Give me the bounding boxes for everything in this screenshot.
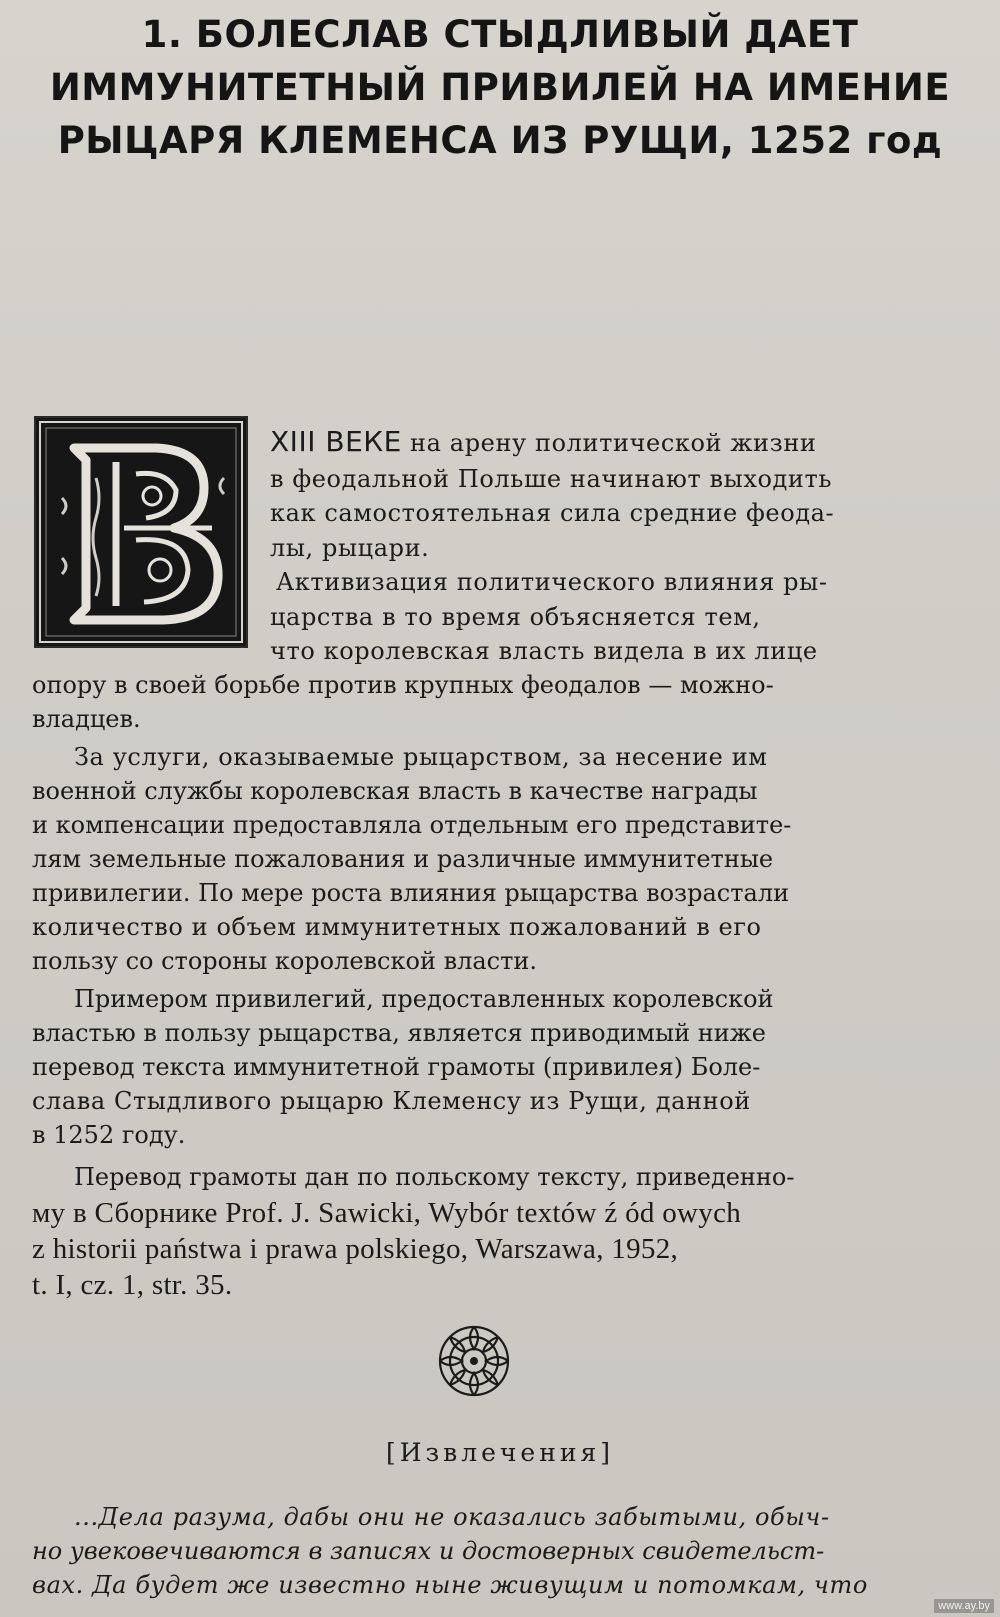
drop-cap-ornament [36,418,246,646]
drop-cap-letter-icon [36,418,246,646]
intro-line: лы, рыцари. [270,534,430,562]
paragraph-3-line: в 1252 году. [32,1121,186,1149]
paragraph-4-line: t. I, cz. 1, str. 35. [32,1269,233,1301]
rosette-ornament-icon [436,1323,512,1399]
intro-lead-words: XIII ВЕКЕ [270,425,402,458]
paragraph-2-line: привилегии. По мере роста влияния рыцарства возрастали [32,879,790,907]
heading-line-2: ИММУНИТЕТНЫЙ ПРИВИЛЕЙ НА ИМЕНИЕ [49,66,951,109]
intro-line: царства в то время объясняется тем, [270,603,761,631]
intro-line-1 [270,425,817,459]
paragraph-3-line: Примером привилегий, предоставленных королевской [74,985,774,1013]
heading-line-3: РЫЦАРЯ КЛЕМЕНСА ИЗ РУЩИ, 1252 год [57,119,943,162]
paragraph-2-line: лям земельные пожалования и различные иммунитетные [32,845,774,873]
intro-line: опору в своей борьбе против крупных феодалов — можно- [32,671,774,699]
quote-line: ...Дела разума, дабы они не оказались забытыми, обыч- [74,1503,830,1531]
quote-line: вах. Да будет же известно ныне живущим и потомкам, что [32,1571,868,1599]
paragraph-3-line: перевод текста иммунитетной грамоты (привилея) Боле- [32,1053,761,1081]
intro-line: что королевская власть видела в их лице [270,637,818,665]
chapter-heading [30,8,970,167]
paragraph-2-line: пользу со стороны королевской власти. [32,947,537,975]
paragraph-3-line: слава Стыдливого рыцарю Клеменсу из Рущи, данной [32,1087,751,1115]
paragraph-2-line: и компенсации предоставляла отдельным его представите- [32,811,792,839]
site-watermark: www.ay.by [934,1599,994,1613]
paragraph-2-line: количество и объем иммунитетных пожалований в его [32,913,762,941]
intro-line: владцев. [32,705,141,733]
quote-line: но увековечиваются в записях и достоверных свидетельст- [32,1537,825,1565]
paragraph-4-line: z historii państwa i prawa polskiego, Warszawa, 1952, [32,1233,679,1265]
paragraph-4-line: Перевод грамоты дан по польскому тексту, приведенно- [74,1163,795,1191]
intro-line: как самостоятельная сила средние феода- [270,499,835,527]
intro-line: в феодальной Польше начинают выходить [270,465,833,493]
subheading-excerpts: [Извлечения] [385,1438,615,1467]
intro-line: Активизация политического влияния ры- [276,568,828,596]
paragraph-2-line: За услуги, оказываемые рыцарством, за несение им [74,743,768,771]
heading-line-1: 1. БОЛЕСЛАВ СТЫДЛИВЫЙ ДАЕТ [141,13,859,56]
intro-line-1-rest: на арену политической жизни [401,429,817,457]
paragraph-3-line: властью в пользу рыцарства, является приводимый ниже [32,1019,766,1047]
paragraph-2-line: военной службы королевская власть в качестве награды [32,777,758,805]
paragraph-4-line: му в Сборнике Prof. J. Sawicki, Wybór textów ź ód owych [32,1197,742,1229]
